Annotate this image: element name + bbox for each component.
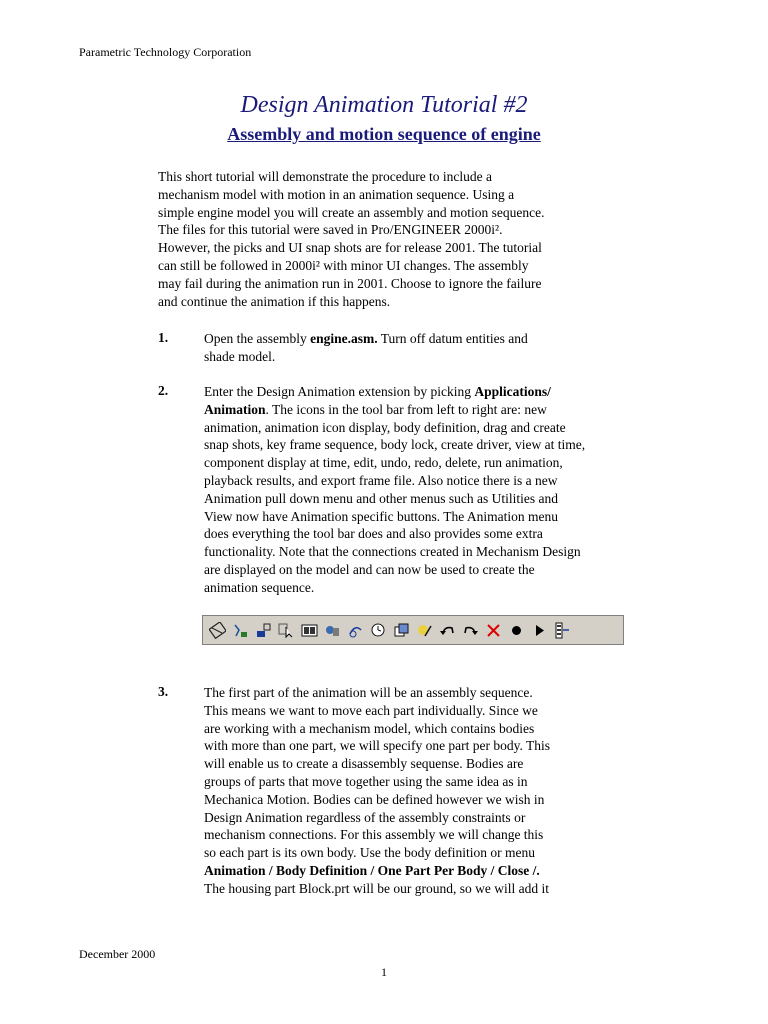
text-segment: component display at time, edit, undo, redo, delete, run animation, [204,455,563,471]
step-number: 3. [158,684,169,699]
text-segment: snap shots, key frame sequence, body lock, create driver, view at time, [204,437,586,453]
step-line [204,348,624,366]
intro-line: The files for this tutorial were saved in Pro/ENGINEER 2000i². [158,222,503,238]
step-number: 2. [158,383,169,398]
text-segment: groups of parts that move together using the same idea as in [204,773,528,789]
intro-line: and continue the animation if this happens. [158,293,391,309]
text-segment: Enter the Design Animation extension by picking [204,384,475,399]
step-line [204,436,624,454]
playback-icon [531,621,548,639]
bold-text: Animation / Body Definition / One Part Per Body / Close /. [204,862,540,878]
step-line [204,826,624,844]
text-segment: This means we want to move each part individually. Since we [204,702,538,718]
text-segment: are displayed on the model and can now be used to create the [204,561,535,577]
step-line [204,330,624,348]
text-segment: with more than one part, we will specify one part per body. This [204,738,551,754]
text-segment: does everything the tool bar does and also provides some extra [204,526,543,542]
text-segment: animation, animation icon display, body definition, drag and create [204,419,566,435]
step-line [204,755,624,773]
step-line [204,383,624,401]
text-segment: Animation pull down menu and other menus such as Utilities and [204,490,558,506]
step-line [204,472,624,490]
intro-line: can still be followed in 2000i² with minor UI changes. The assembly [158,257,529,273]
step-line [204,773,624,791]
bold-text: engine.asm. [310,331,378,346]
body-lock-icon [324,621,341,639]
text-segment: Open the assembly [204,331,311,346]
text-segment: functionality. Note that the connections created in Mechanism Design [204,544,581,560]
bold-text: Animation [204,401,266,417]
step-line [204,454,624,472]
step-line [204,809,624,827]
step-1-text [204,330,624,366]
text-segment: animation sequence. [204,579,315,595]
step-line [204,791,624,809]
body-definition-icon [255,621,272,639]
step-line [204,720,624,738]
text-segment: View now have Animation specific buttons. The Animation menu [204,508,559,524]
document-title: Design Animation Tutorial #2 [240,92,528,118]
new-animation-icon [209,621,226,639]
step-line [204,419,624,437]
view-at-time-icon [370,621,387,639]
step-line [204,844,624,862]
intro-line: mechanism model with motion in an animation sequence. Using a [158,186,515,202]
text-segment: are working with a mechanism model, which contains bodies [204,720,535,736]
text-segment: The housing part Block.prt will be our ground, so we will add it [204,880,549,896]
step-line [204,702,624,720]
export-frame-icon [554,621,571,639]
page-number: 1 [381,965,387,979]
intro-line: simple engine model you will create an assembly and motion sequence. [158,204,545,220]
page-header: Parametric Technology Corporation [79,45,252,59]
step-line [204,490,624,508]
text-segment: so each part is its own body. Use the body definition or menu [204,845,535,861]
bold-text: Applications/ [474,384,551,399]
intro-line: may fail during the animation run in 2001. Choose to ignore the failure [158,275,542,291]
text-segment: will enable us to create a disassembly sequense. Bodies are [204,756,524,772]
step-line [204,561,624,579]
footer-date: December 2000 [79,947,156,961]
text-segment: Turn off datum entities and [377,331,528,346]
edit-icon [416,621,433,639]
text-segment: Mechanica Motion. Bodies can be defined however we wish in [204,791,545,807]
step-2-text [204,383,624,597]
drag-snapshot-icon [278,621,295,639]
document-subtitle: Assembly and motion sequence of engine [227,124,541,144]
text-segment: mechanism connections. For this assembly we will change this [204,827,544,843]
key-frame-sequence-icon [301,621,318,639]
step-line [204,684,624,702]
undo-icon [439,621,456,639]
redo-icon [462,621,479,639]
step-line [204,401,624,419]
create-driver-icon [347,621,364,639]
intro-paragraph [158,168,598,310]
step-line [204,508,624,526]
text-segment: . The icons in the tool bar from left to right are: new [265,401,547,417]
intro-line: This short tutorial will demonstrate the procedure to include a [158,169,493,184]
text-segment: playback results, and export frame file. Also notice there is a new [204,472,558,488]
step-number: 1. [158,330,169,345]
text-segment: shade model. [204,348,276,364]
step-line [204,525,624,543]
text-segment: Design Animation regardless of the assembly constraints or [204,809,526,825]
step-line [204,543,624,561]
run-animation-icon [508,621,525,639]
step-line [204,737,624,755]
step-line [204,862,624,880]
delete-icon [485,621,502,639]
step-line [204,880,624,898]
component-display-icon [393,621,410,639]
step-line [204,579,624,597]
animation-toolbar [202,615,624,645]
step-3-text [204,684,624,898]
text-segment: The first part of the animation will be an assembly sequence. [204,685,533,700]
icon-display-icon [232,621,249,639]
intro-line: However, the picks and UI snap shots are for release 2001. The tutorial [158,240,542,256]
